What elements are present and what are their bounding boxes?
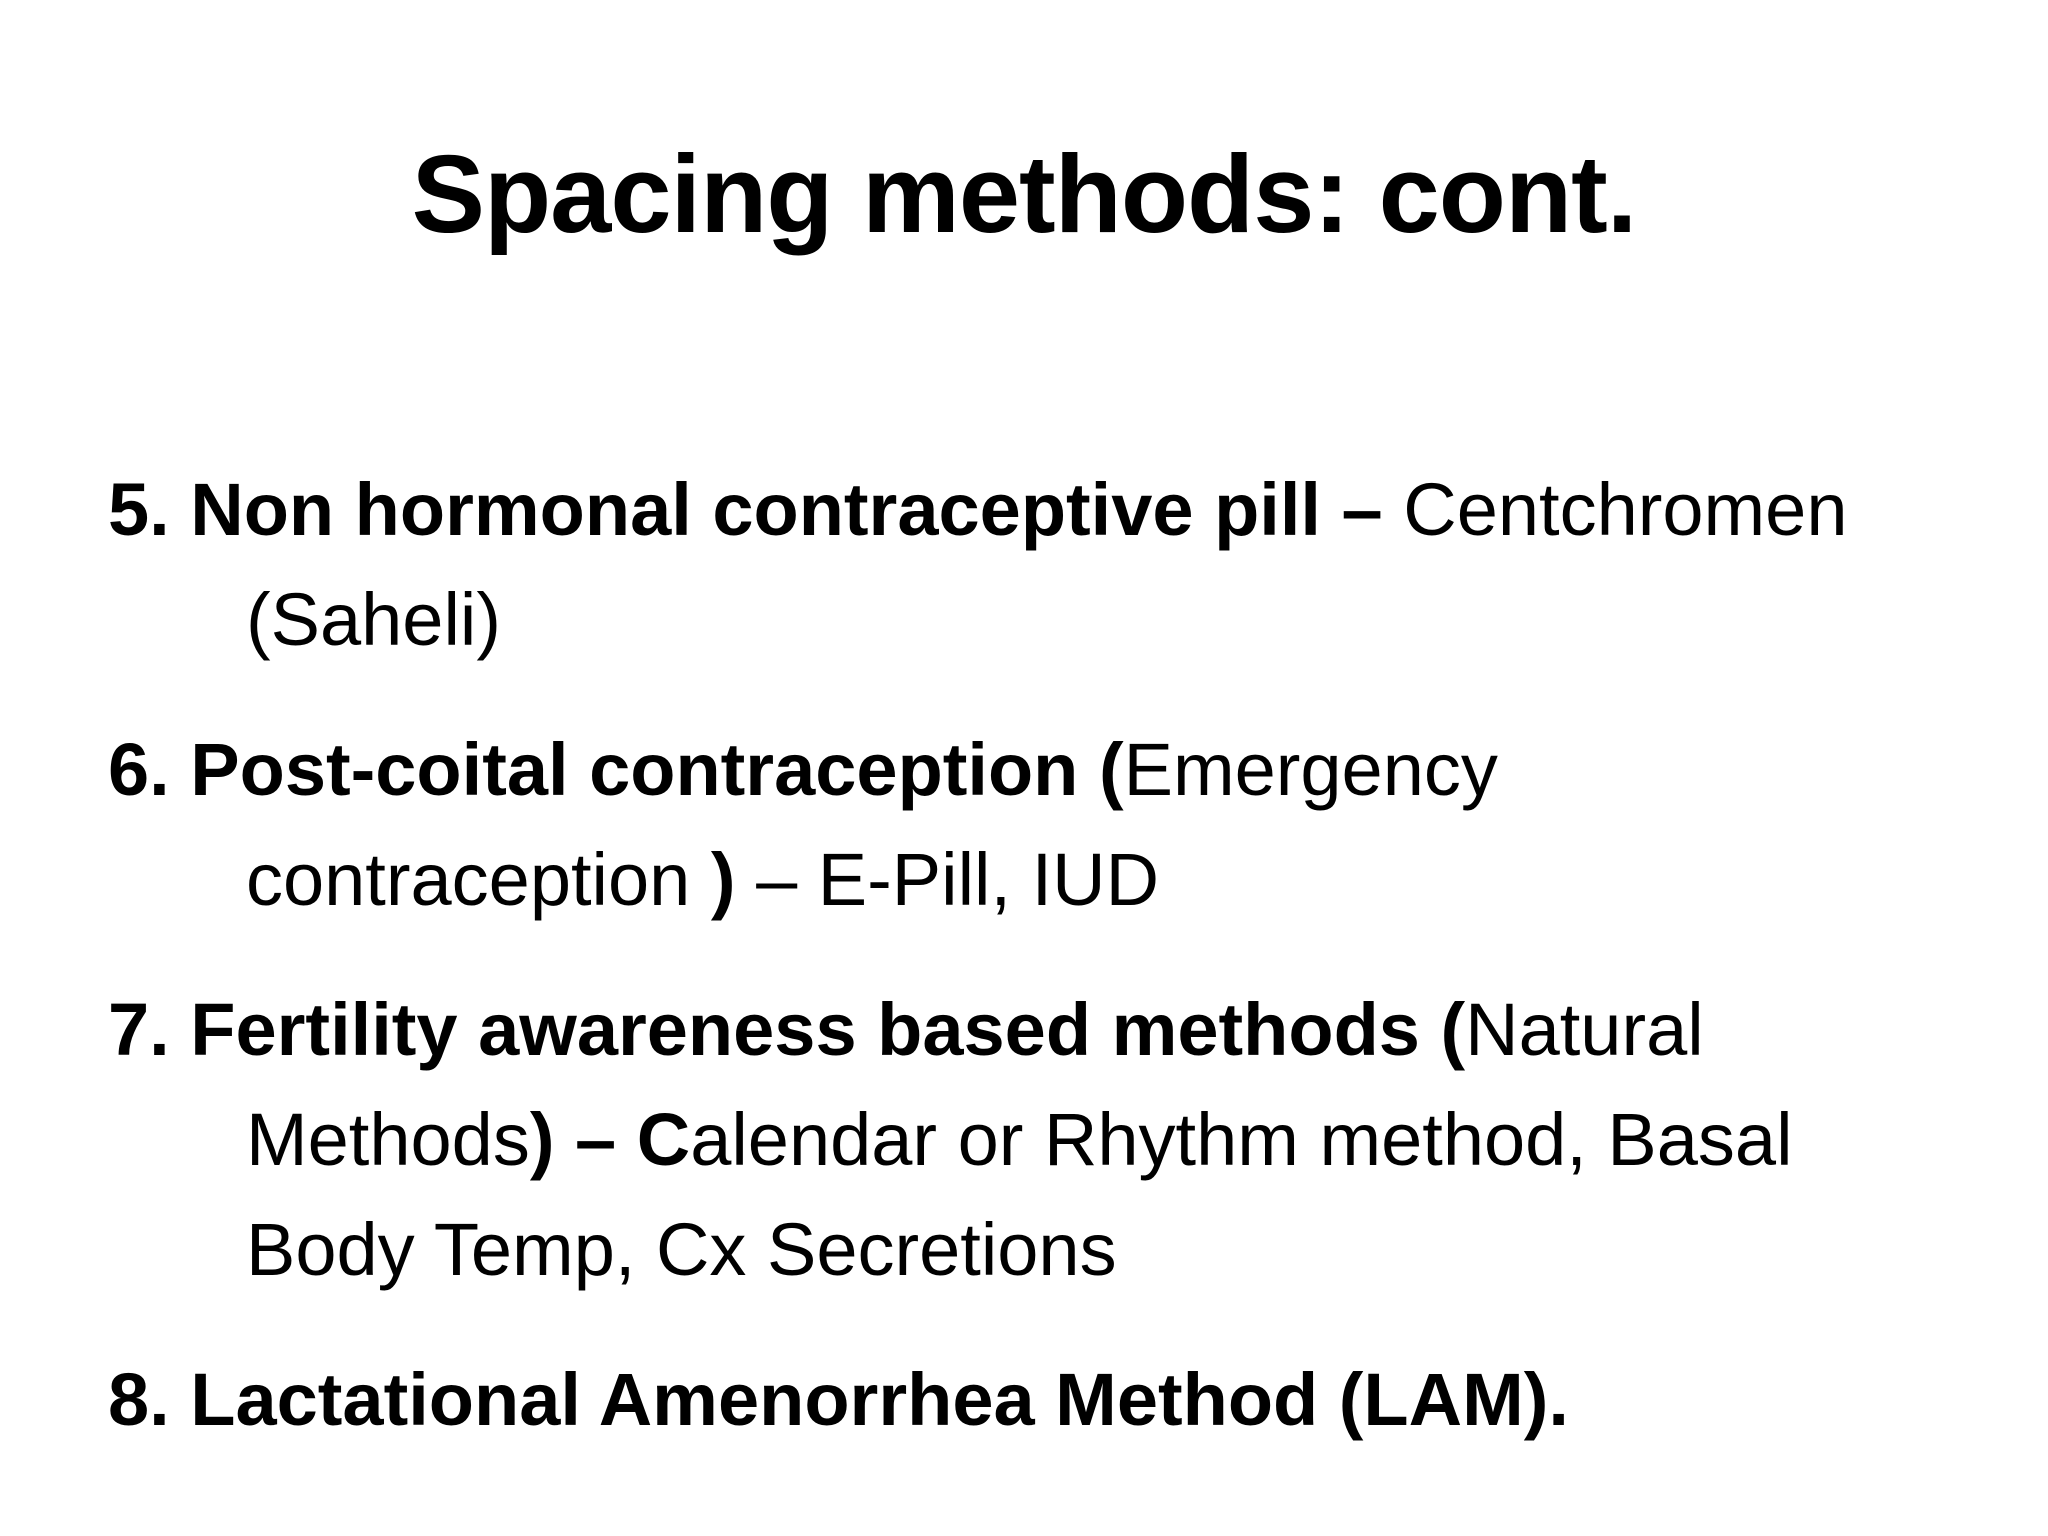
item-6-close-paren: ) (710, 838, 736, 921)
item-7-label: 7. Fertility awareness based methods ( (108, 988, 1466, 1071)
item-8-label: 8. Lactational Amenorrhea Method (LAM). (108, 1358, 1569, 1441)
slide-title: Spacing methods: cont. (411, 133, 1637, 256)
item-6-detail: Emergency contraception (246, 728, 1498, 921)
item-6-examples: – E-Pill, IUD (735, 838, 1160, 921)
list-item-non-hormonal-pill (108, 455, 1948, 675)
item-5-label: 5. Non hormonal contraceptive pill – (108, 468, 1404, 551)
list-item-post-coital-contraception (108, 715, 1948, 935)
item-7-separator: ) – C (529, 1098, 691, 1181)
spacing-methods-list (108, 455, 1948, 1495)
list-item-fertility-awareness (108, 975, 1948, 1305)
item-7-detail: Natural Methods (246, 988, 1704, 1181)
item-6-label: 6. Post-coital contraception ( (108, 728, 1124, 811)
list-item-lam (108, 1345, 1948, 1455)
item-5-detail: Centchromen (Saheli) (246, 468, 1848, 661)
item-7-examples: alendar or Rhythm method, Basal Body Temp, Cx Secretions (246, 1098, 1793, 1291)
